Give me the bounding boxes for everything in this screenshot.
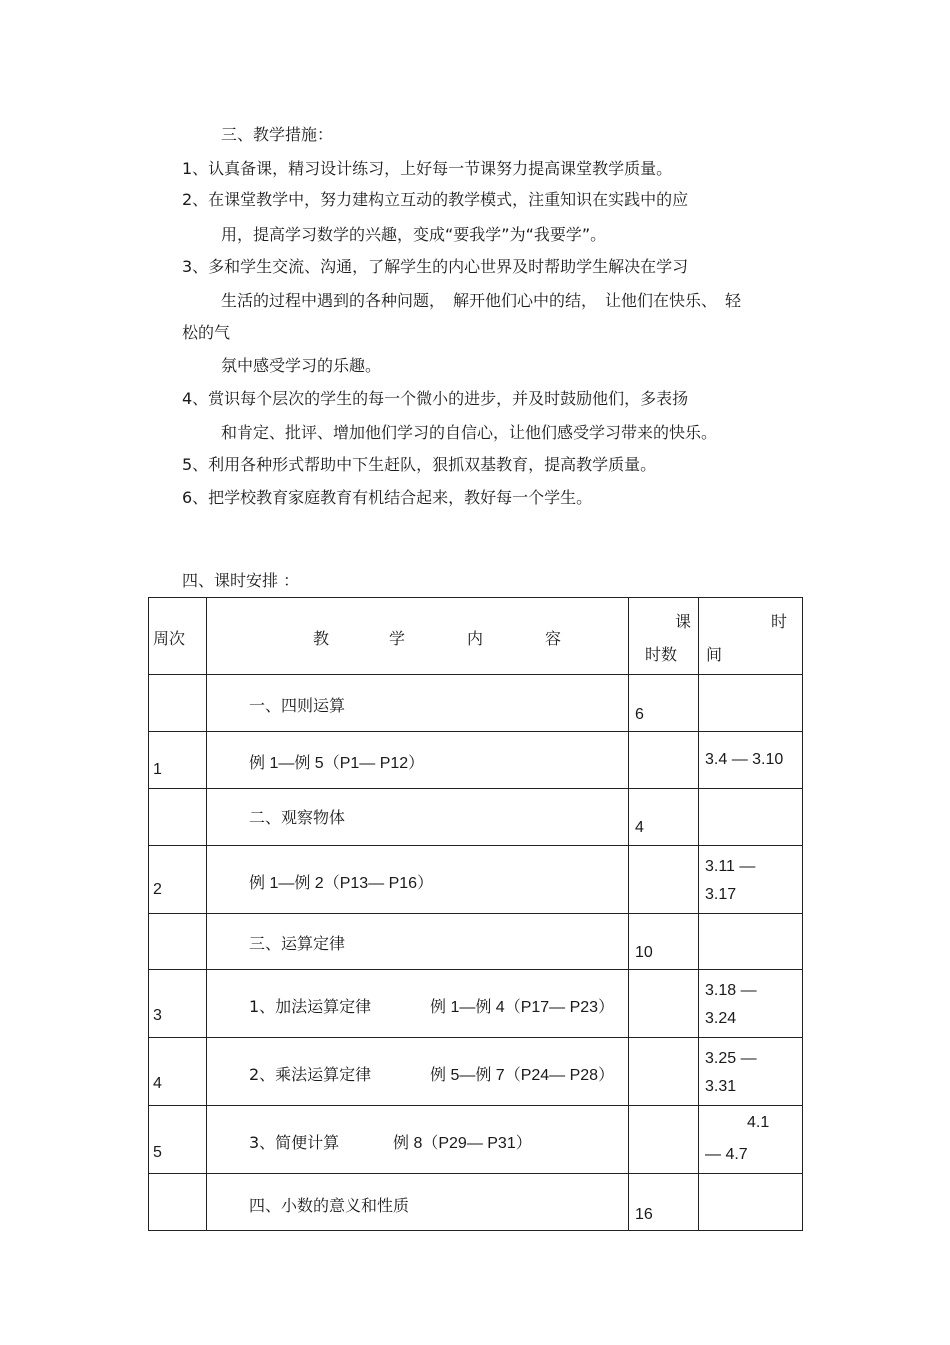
row-time-end: 3.31: [705, 1078, 737, 1095]
row-hours: 4: [635, 819, 644, 836]
header-content-char-1: 教: [313, 629, 330, 648]
section3-heading: 三、教学措施：: [221, 125, 334, 144]
section4-heading: 四、课时安排 ：: [182, 571, 300, 590]
measure-line-4-cont: 和肯定、批评、增加他们学习的自信心，让他们感受学习带来的快乐。: [221, 423, 718, 442]
table-row: [149, 914, 803, 970]
row-time-end: 3.24: [705, 1010, 737, 1027]
row-content: 二、观察物体: [249, 808, 346, 827]
row-time-start: 3.11 —: [705, 858, 756, 875]
measure-line-2-cont: 用，提高学习数学的兴趣，变成“要我学”为“我要学”。: [221, 225, 607, 244]
header-hours-top: 课: [675, 612, 692, 631]
schedule-table: [148, 597, 803, 1231]
row-example: 例 5—例 7（P24— P28）: [430, 1067, 615, 1084]
table-row: [149, 970, 803, 1038]
table-row: [149, 789, 803, 846]
row-hours: 10: [635, 944, 653, 961]
measure-line-3-cont: 生活的过程中遇到的各种问题， 解开他们心中的结， 让他们在快乐、 轻: [221, 291, 742, 310]
row-time-start: 4.1: [747, 1114, 770, 1131]
row-content: 例 1—例 2（P13— P16）: [249, 875, 434, 892]
row-time-start: 3.18 —: [705, 982, 757, 999]
header-week: [149, 598, 207, 675]
table-row: [149, 1174, 803, 1231]
measure-line-4: 4、赏识每个层次的学生的每一个微小的进步，并及时鼓励他们，多表扬: [182, 389, 689, 408]
row-content: 四、小数的意义和性质: [249, 1196, 410, 1215]
row-week: 5: [153, 1144, 162, 1161]
header-content-char-2: 学: [389, 629, 406, 648]
row-time-end: 3.17: [705, 886, 737, 903]
row-content: 2、乘法运算定律: [249, 1065, 372, 1084]
row-week: 3: [153, 1007, 162, 1024]
row-example: 例 8（P29— P31）: [393, 1135, 532, 1152]
row-time-start: 3.25 —: [705, 1050, 757, 1067]
header-content: [207, 598, 629, 675]
measure-line-1: 1、认真备课，精习设计练习，上好每一节课努力提高课堂教学质量。: [182, 159, 673, 178]
row-time-end: — 4.7: [705, 1146, 748, 1163]
table-header-row: [149, 598, 803, 675]
row-content: 一、四则运算: [249, 696, 346, 715]
header-hours-bottom: 时数: [645, 645, 678, 664]
header-content-char-4: 容: [545, 629, 562, 648]
row-time: 3.4 — 3.10: [705, 751, 784, 768]
measure-line-2: 2、在课堂教学中，努力建构立互动的教学模式，注重知识在实践中的应: [182, 190, 689, 209]
header-time-bottom: 间: [706, 645, 723, 664]
header-hours: [629, 598, 699, 675]
measure-line-3-end: 氛中感受学习的乐趣。: [221, 356, 382, 375]
table-row: [149, 675, 803, 732]
header-time: [699, 598, 803, 675]
row-hours: 6: [635, 706, 644, 723]
header-week-label: 周次: [153, 629, 186, 648]
header-time-top: 时: [771, 612, 788, 631]
row-week: 4: [153, 1075, 162, 1092]
measure-line-3: 3、多和学生交流、沟通，了解学生的内心世界及时帮助学生解决在学习: [182, 257, 689, 276]
header-content-char-3: 内: [467, 629, 484, 648]
row-content: 1、加法运算定律: [249, 997, 372, 1016]
table-row: [149, 732, 803, 789]
row-week: 2: [153, 881, 162, 898]
row-content: 3、简便计算: [249, 1133, 340, 1152]
table-row: [149, 1106, 803, 1174]
measure-line-6: 6、把学校教育家庭教育有机结合起来，教好每一个学生。: [182, 488, 593, 507]
table-row: [149, 846, 803, 914]
measure-line-5: 5、利用各种形式帮助中下生赶队，狠抓双基教育，提高教学质量。: [182, 455, 657, 474]
table-row: [149, 1038, 803, 1106]
row-content: 三、运算定律: [249, 934, 346, 953]
row-content: 例 1—例 5（P1— P12）: [249, 755, 425, 772]
row-week: 1: [153, 761, 162, 778]
row-hours: 16: [635, 1206, 653, 1223]
measure-line-3-wrap: 松的气: [182, 323, 231, 342]
row-example: 例 1—例 4（P17— P23）: [430, 999, 615, 1016]
